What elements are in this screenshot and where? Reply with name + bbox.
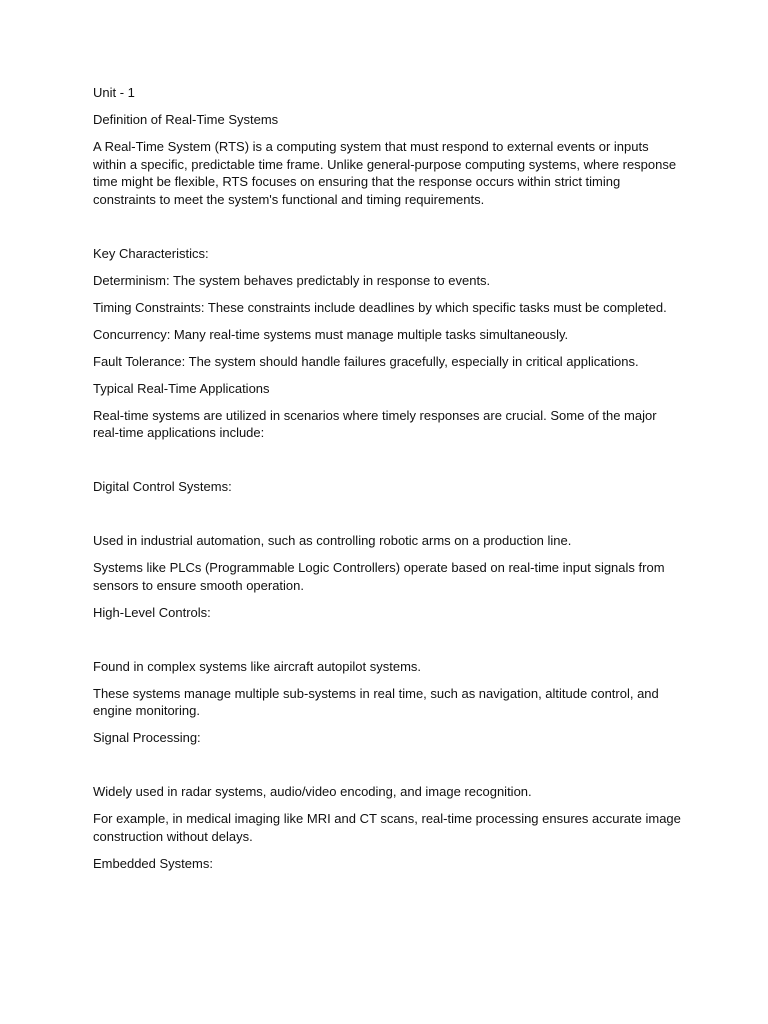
spacer: [93, 631, 683, 658]
signal-processing-item: Widely used in radar systems, audio/video encoding, and image recognition.: [93, 784, 532, 799]
digital-control-item: Systems like PLCs (Programmable Logic Controllers) operate based on real-time input signals from sensors to ensure smooth operation.: [93, 560, 665, 593]
high-level-heading: High-Level Controls:: [93, 604, 211, 620]
unit-title: Unit - 1: [93, 85, 135, 100]
spacer: [93, 756, 683, 783]
high-level-item: Found in complex systems like aircraft autopilot systems.: [93, 658, 422, 674]
characteristic-fault-tolerance: Fault Tolerance: The system should handle failures gracefully, especially in critical applications.: [93, 353, 639, 369]
spacer: [93, 451, 683, 478]
spacer: [93, 218, 683, 245]
characteristic-timing-constraints: Timing Constraints: These constraints include deadlines by which specific tasks must be completed.: [93, 299, 667, 315]
key-characteristics-heading: Key Characteristics:: [93, 245, 209, 261]
characteristic-determinism: Determinism: The system behaves predictably in response to events.: [93, 272, 491, 288]
high-level-item: These systems manage multiple sub-systems in real time, such as navigation, altitude control, and engine monitoring.: [93, 685, 659, 718]
spacer: [93, 505, 683, 532]
definition-paragraph: A Real-Time System (RTS) is a computing system that must respond to external events or inputs within a specific, predictable time frame. Unlike general-purpose computing systems, where response time might be flexible, RTS focuses on ensuring that the response occurs within strict timing constraints to meet the system's functional and timing requirements.: [93, 139, 677, 207]
document-page: [93, 84, 683, 882]
signal-processing-heading: Signal Processing:: [93, 730, 201, 745]
characteristic-concurrency: Concurrency: Many real-time systems must manage multiple tasks simultaneously.: [93, 326, 569, 342]
embedded-heading: Embedded Systems:: [93, 855, 213, 871]
applications-heading: Typical Real-Time Applications: [93, 380, 270, 396]
definition-heading: Definition of Real-Time Systems: [93, 112, 279, 127]
applications-intro: Real-time systems are utilized in scenarios where timely responses are crucial. Some of the major real-time applications include:: [93, 407, 657, 440]
digital-control-heading: Digital Control Systems:: [93, 479, 232, 494]
signal-processing-item: For example, in medical imaging like MRI and CT scans, real-time processing ensures accurate image construction without delays.: [93, 811, 681, 844]
digital-control-item: Used in industrial automation, such as controlling robotic arms on a production line.: [93, 533, 572, 548]
